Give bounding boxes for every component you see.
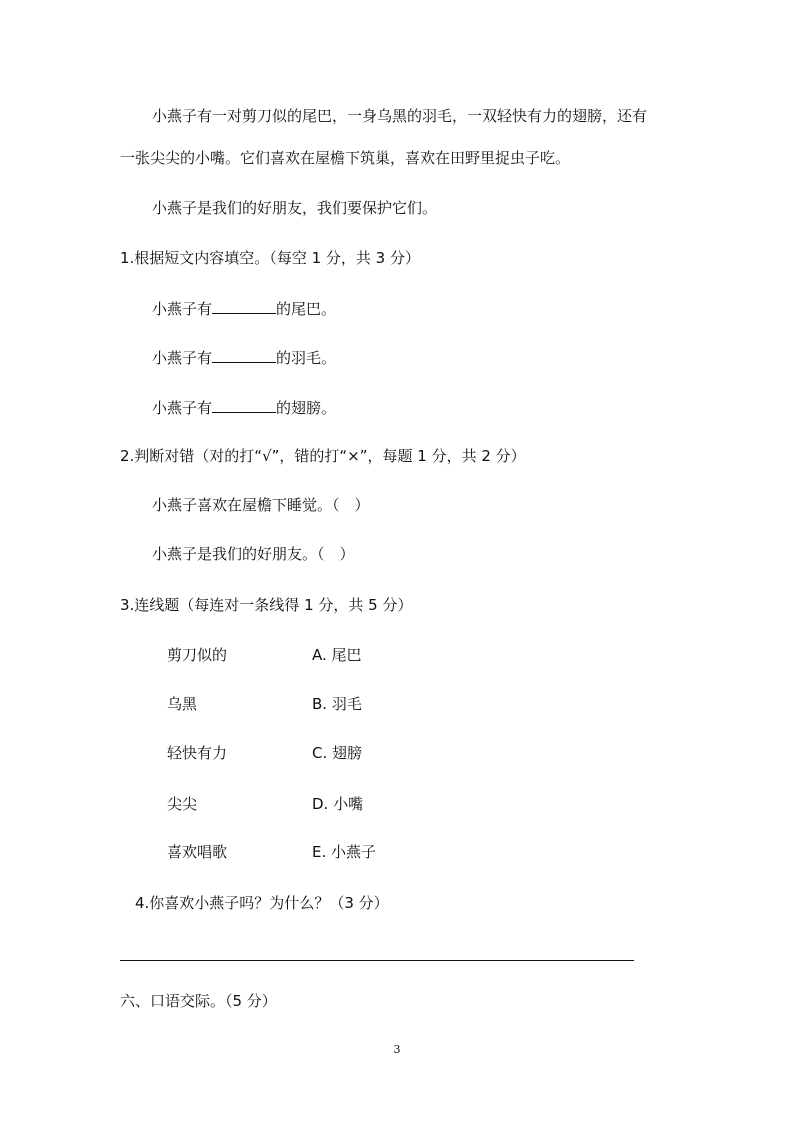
fill-blank[interactable]: [212, 298, 276, 314]
q1-item-3: [152, 397, 336, 418]
section6-heading: 六、口语交际。（5 分）: [120, 992, 277, 1010]
fill-blank[interactable]: [212, 397, 276, 413]
passage-line-2: 一张尖尖的小嘴。它们喜欢在屋檐下筑巢，喜欢在田野里捉虫子吃。: [120, 149, 571, 167]
q1-item-2: [152, 347, 336, 368]
passage-line-3: 小燕子是我们的好朋友，我们要保护它们。: [152, 199, 438, 217]
q1-heading: 1.根据短文内容填空。（每空 1 分，共 3 分）: [120, 249, 420, 267]
q4-heading: 4.你喜欢小燕子吗？为什么？（3 分）: [135, 894, 389, 912]
fill-blank[interactable]: [212, 347, 276, 363]
q1-item-suffix: 的尾巴。: [276, 300, 337, 318]
q1-item-suffix: 的翅膀。: [276, 399, 337, 417]
match-left-item[interactable]: 剪刀似的: [167, 646, 228, 664]
match-left-item[interactable]: 尖尖: [167, 795, 198, 813]
q1-item-prefix: 小燕子有: [152, 399, 213, 417]
match-left-item[interactable]: 轻快有力: [167, 744, 228, 762]
q2-item-2: 小燕子是我们的好朋友。（ ）: [152, 545, 355, 563]
q1-item-1: [152, 298, 336, 319]
passage-line-1: 小燕子有一对剪刀似的尾巴，一身乌黑的羽毛，一双轻快有力的翅膀，还有: [152, 107, 648, 125]
match-right-item[interactable]: D. 小嘴: [312, 795, 364, 813]
match-left-item[interactable]: 喜欢唱歌: [167, 843, 228, 861]
answer-line[interactable]: [120, 960, 634, 961]
q3-heading: 3.连线题（每连对一条线得 1 分，共 5 分）: [120, 596, 413, 614]
q1-item-prefix: 小燕子有: [152, 300, 213, 318]
match-right-item[interactable]: B. 羽毛: [312, 695, 362, 713]
match-right-item[interactable]: C. 翅膀: [312, 744, 363, 762]
q2-item-1: 小燕子喜欢在屋檐下睡觉。（ ）: [152, 496, 370, 514]
match-left-item[interactable]: 乌黑: [167, 695, 198, 713]
q1-item-prefix: 小燕子有: [152, 349, 213, 367]
match-right-item[interactable]: E. 小燕子: [312, 843, 377, 861]
page-number: 3: [393, 1043, 401, 1056]
match-right-item[interactable]: A. 尾巴: [312, 646, 362, 664]
q1-item-suffix: 的羽毛。: [276, 349, 337, 367]
q2-heading: 2.判断对错（对的打“√”，错的打“×”，每题 1 分，共 2 分）: [120, 447, 526, 465]
